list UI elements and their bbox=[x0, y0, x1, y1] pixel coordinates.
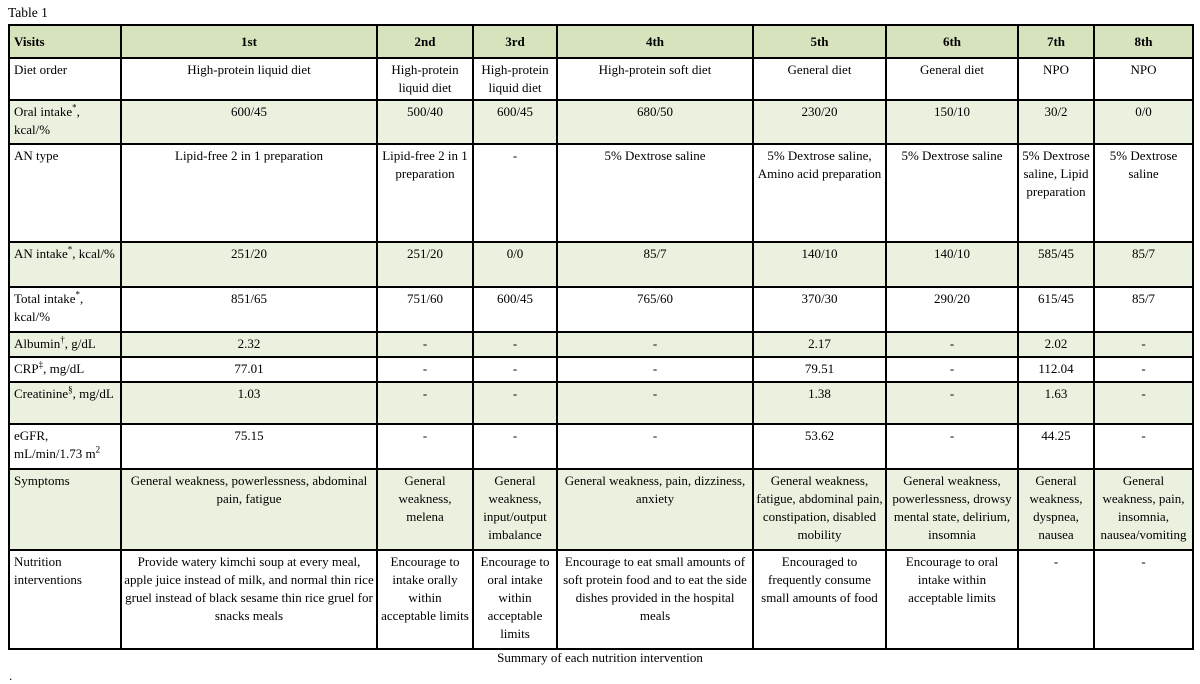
row-label-text: Diet order bbox=[14, 62, 68, 77]
row-label bbox=[9, 100, 121, 144]
table-cell: - bbox=[1094, 424, 1193, 469]
table-row bbox=[9, 242, 1193, 287]
row-label bbox=[9, 550, 121, 649]
row-label-text: , mg/dL bbox=[72, 385, 114, 401]
table-cell: 2.02 bbox=[1018, 332, 1094, 357]
row-label-superscript: 2 bbox=[95, 444, 101, 455]
table-cell: 140/10 bbox=[753, 242, 886, 287]
table-cell: 5% Dextrose saline bbox=[886, 144, 1018, 242]
col-header-visits: Visits bbox=[9, 25, 121, 58]
row-label bbox=[9, 58, 121, 100]
row-label-superscript: * bbox=[72, 102, 77, 113]
row-label-text: Nutrition interventions bbox=[14, 553, 82, 587]
table-row bbox=[9, 144, 1193, 242]
nutrition-table bbox=[8, 24, 1194, 650]
col-header-visit: 3rd bbox=[473, 25, 557, 58]
table-cell: 140/10 bbox=[886, 242, 1018, 287]
table-cell: 2.32 bbox=[121, 332, 377, 357]
row-label bbox=[9, 382, 121, 424]
table-cell: 5% Dextrose saline bbox=[557, 144, 753, 242]
table-cell: Provide watery kimchi soup at every meal, apple juice instead of milk, and normal thin rice gruel instead of black sesame thin rice gruel for snacks meals bbox=[121, 550, 377, 649]
table-cell: - bbox=[1018, 550, 1094, 649]
row-label bbox=[9, 332, 121, 357]
table-cell: General weakness, input/output imbalance bbox=[473, 469, 557, 550]
table-cell: 0/0 bbox=[1094, 100, 1193, 144]
table-cell: General weakness, fatigue, abdominal pain, constipation, disabled mobility bbox=[753, 469, 886, 550]
table-cell: 30/2 bbox=[1018, 100, 1094, 144]
table-cell: 600/45 bbox=[121, 100, 377, 144]
row-label-text: eGFR, mL/min/1.73 m bbox=[14, 427, 96, 461]
table-cell: 680/50 bbox=[557, 100, 753, 144]
row-label-text: Total intake bbox=[14, 290, 76, 306]
table-row bbox=[9, 550, 1193, 649]
table-cell: 1.63 bbox=[1018, 382, 1094, 424]
table-cell: 230/20 bbox=[753, 100, 886, 144]
table-row bbox=[9, 58, 1193, 100]
table-cell: - bbox=[557, 332, 753, 357]
table-cell: General weakness, melena bbox=[377, 469, 473, 550]
row-label bbox=[9, 144, 121, 242]
table-cell: NPO bbox=[1094, 58, 1193, 100]
table-cell: High-protein liquid diet bbox=[473, 58, 557, 100]
table-cell: - bbox=[557, 357, 753, 382]
table-cell: 85/7 bbox=[1094, 242, 1193, 287]
col-header-visit: 6th bbox=[886, 25, 1018, 58]
table-cell: 600/45 bbox=[473, 287, 557, 332]
table-cell: - bbox=[886, 357, 1018, 382]
table-cell: 5% Dextrose saline, Amino acid preparation bbox=[753, 144, 886, 242]
table-cell: 600/45 bbox=[473, 100, 557, 144]
table-cell: 500/40 bbox=[377, 100, 473, 144]
table-cell: 615/45 bbox=[1018, 287, 1094, 332]
table-cell: General diet bbox=[753, 58, 886, 100]
table-cell: Encourage to oral intake within acceptable limits bbox=[886, 550, 1018, 649]
header-row bbox=[9, 25, 1193, 58]
table-cell: General weakness, powerlessness, drowsy mental state, delirium, insomnia bbox=[886, 469, 1018, 550]
table-row bbox=[9, 100, 1193, 144]
table-cell: General weakness, powerlessness, abdominal pain, fatigue bbox=[121, 469, 377, 550]
table-cell: 85/7 bbox=[557, 242, 753, 287]
row-label-text: AN intake bbox=[14, 245, 68, 261]
table-title: Table 1 bbox=[8, 5, 48, 20]
row-label-superscript: * bbox=[67, 244, 73, 255]
table-caption: Summary of each nutrition intervention bbox=[497, 649, 703, 665]
row-label-text: , g/dL bbox=[64, 335, 96, 351]
table-cell: Lipid-free 2 in 1 preparation bbox=[121, 144, 377, 242]
row-label-superscript: † bbox=[60, 334, 65, 345]
table-cell: - bbox=[1094, 550, 1193, 649]
table-cell: - bbox=[886, 332, 1018, 357]
table-cell: 290/20 bbox=[886, 287, 1018, 332]
col-header-visit: 2nd bbox=[377, 25, 473, 58]
col-header-visit: 8th bbox=[1094, 25, 1193, 58]
table-cell: High-protein liquid diet bbox=[121, 58, 377, 100]
table-cell: 75.15 bbox=[121, 424, 377, 469]
table-cell: - bbox=[473, 144, 557, 242]
table-cell: - bbox=[886, 382, 1018, 424]
col-header-visit: 7th bbox=[1018, 25, 1094, 58]
table-cell: - bbox=[886, 424, 1018, 469]
table-cell: 79.51 bbox=[753, 357, 886, 382]
table-cell: General weakness, pain, insomnia, nausea/vomiting bbox=[1094, 469, 1193, 550]
table-cell: High-protein soft diet bbox=[557, 58, 753, 100]
row-label-text: , kcal/% bbox=[14, 103, 80, 137]
table-cell: 765/60 bbox=[557, 287, 753, 332]
row-label-superscript: § bbox=[68, 384, 73, 395]
table-cell: - bbox=[377, 424, 473, 469]
table-cell: 150/10 bbox=[886, 100, 1018, 144]
row-label bbox=[9, 242, 121, 287]
table-cell: 2.17 bbox=[753, 332, 886, 357]
table-cell: 851/65 bbox=[121, 287, 377, 332]
row-label bbox=[9, 287, 121, 332]
table-cell: 1.38 bbox=[753, 382, 886, 424]
trailing-period: . bbox=[9, 667, 13, 683]
table-cell: General diet bbox=[886, 58, 1018, 100]
col-header-visit: 4th bbox=[557, 25, 753, 58]
table-cell: - bbox=[1094, 357, 1193, 382]
table-cell: 370/30 bbox=[753, 287, 886, 332]
table-row bbox=[9, 469, 1193, 550]
table-cell: - bbox=[377, 382, 473, 424]
table-cell: 5% Dextrose saline, Lipid preparation bbox=[1018, 144, 1094, 242]
table-cell: - bbox=[473, 357, 557, 382]
table-cell: - bbox=[1094, 382, 1193, 424]
table-cell: - bbox=[473, 424, 557, 469]
table-cell: 251/20 bbox=[121, 242, 377, 287]
table-cell: 112.04 bbox=[1018, 357, 1094, 382]
table-cell: - bbox=[377, 332, 473, 357]
row-label-text: CRP bbox=[14, 360, 39, 376]
row-label-text: Albumin bbox=[14, 335, 61, 351]
table-row bbox=[9, 424, 1193, 469]
table-cell: 1.03 bbox=[121, 382, 377, 424]
table-cell: - bbox=[1094, 332, 1193, 357]
table-cell: General weakness, dyspnea, nausea bbox=[1018, 469, 1094, 550]
row-label-text: AN type bbox=[14, 147, 59, 163]
table-cell: 0/0 bbox=[473, 242, 557, 287]
row-label-text: , kcal/% bbox=[72, 245, 115, 261]
table-row bbox=[9, 287, 1193, 332]
table-cell: NPO bbox=[1018, 58, 1094, 100]
table-cell: Encouraged to frequently consume small amounts of food bbox=[753, 550, 886, 649]
row-label-text: Creatinine bbox=[14, 385, 69, 401]
table-cell: 585/45 bbox=[1018, 242, 1094, 287]
row-label-text: Oral intake bbox=[14, 103, 73, 119]
table-cell: - bbox=[557, 424, 753, 469]
table-cell: 77.01 bbox=[121, 357, 377, 382]
table-cell: Encourage to eat small amounts of soft protein food and to eat the side dishes provided in the hospital meals bbox=[557, 550, 753, 649]
row-label-text: , mg/dL bbox=[43, 360, 85, 376]
table-cell: - bbox=[473, 332, 557, 357]
table-cell: 5% Dextrose saline bbox=[1094, 144, 1193, 242]
table-row bbox=[9, 357, 1193, 382]
table-cell: 85/7 bbox=[1094, 287, 1193, 332]
table-cell: 44.25 bbox=[1018, 424, 1094, 469]
table-cell: - bbox=[377, 357, 473, 382]
row-label-superscript: ‡ bbox=[38, 359, 44, 370]
table-cell: Encourage to oral intake within acceptable limits bbox=[473, 550, 557, 649]
row-label bbox=[9, 469, 121, 550]
col-header-visit: 1st bbox=[121, 25, 377, 58]
table-cell: General weakness, pain, dizziness, anxiety bbox=[557, 469, 753, 550]
table-cell: High-protein liquid diet bbox=[377, 58, 473, 100]
row-label bbox=[9, 357, 121, 382]
row-label-text: , kcal/% bbox=[14, 290, 84, 324]
row-label-text: Symptoms bbox=[14, 472, 70, 488]
table-cell: - bbox=[473, 382, 557, 424]
table-cell: Lipid-free 2 in 1 preparation bbox=[377, 144, 473, 242]
table-cell: - bbox=[557, 382, 753, 424]
table-cell: 751/60 bbox=[377, 287, 473, 332]
row-label bbox=[9, 424, 121, 469]
row-label-superscript: * bbox=[75, 289, 81, 300]
table-row bbox=[9, 332, 1193, 357]
table-cell: 251/20 bbox=[377, 242, 473, 287]
table-cell: Encourage to intake orally within acceptable limits bbox=[377, 550, 473, 649]
table-cell: 53.62 bbox=[753, 424, 886, 469]
table-row bbox=[9, 382, 1193, 424]
col-header-visit: 5th bbox=[753, 25, 886, 58]
